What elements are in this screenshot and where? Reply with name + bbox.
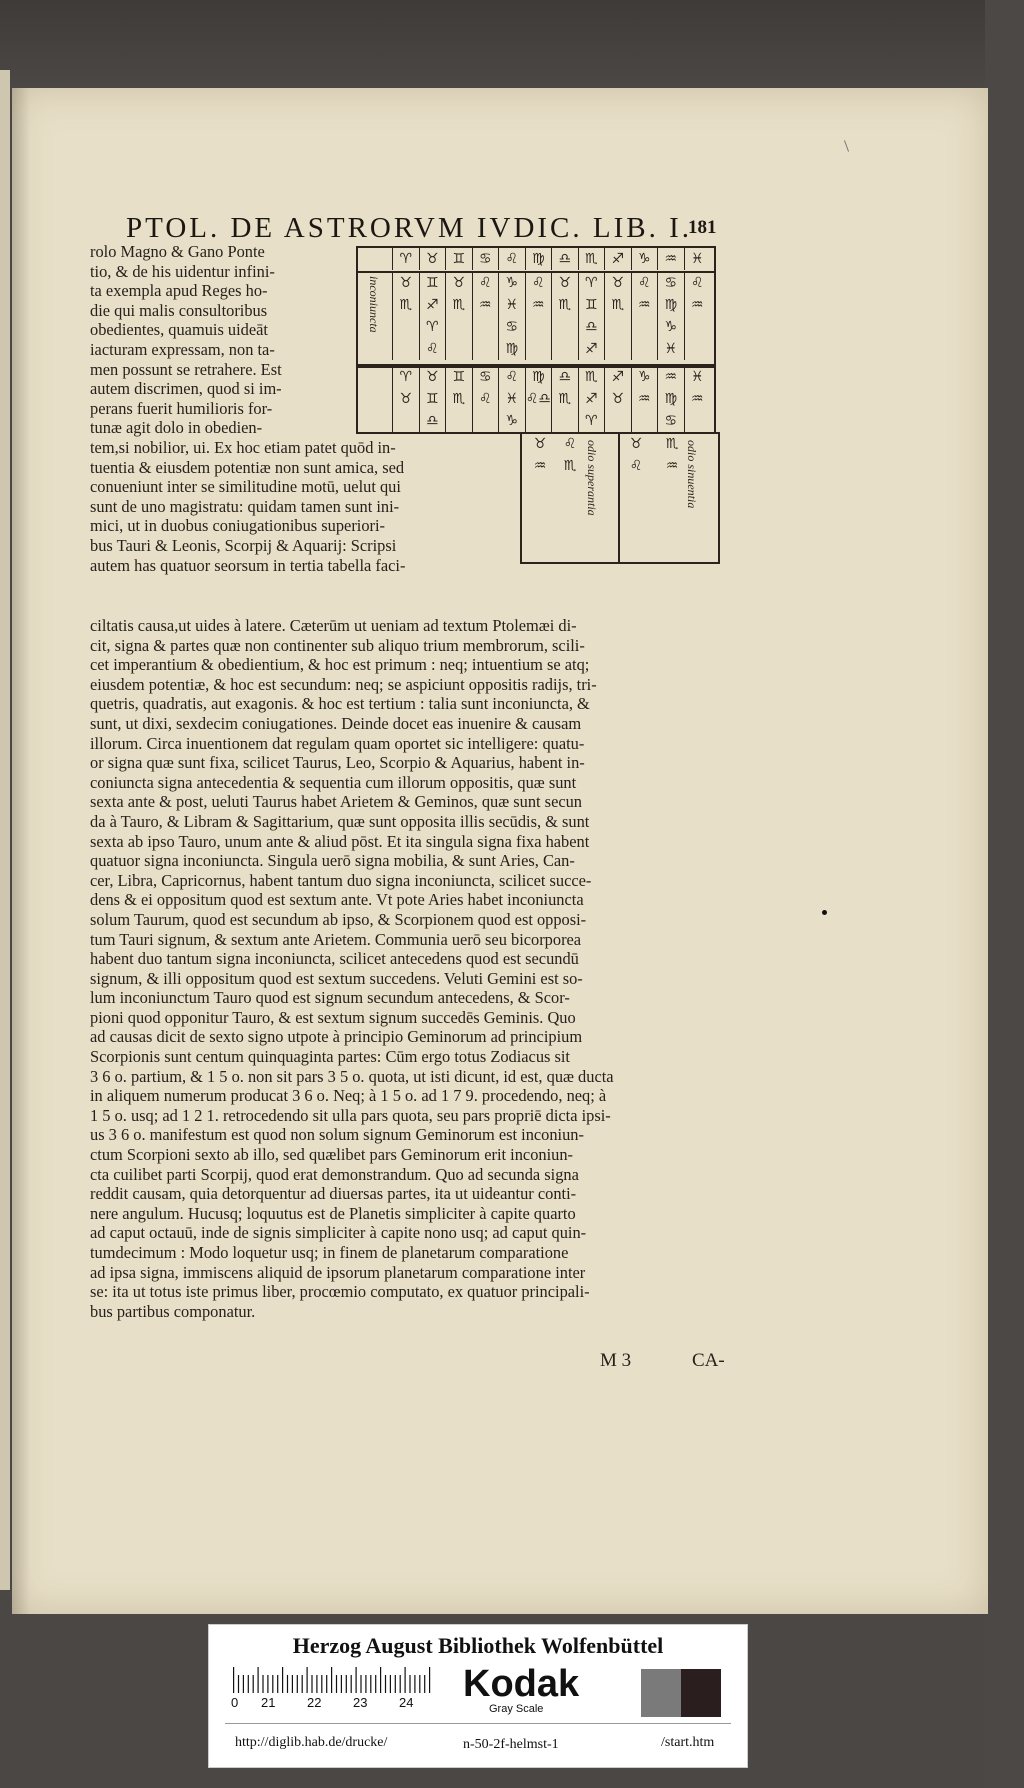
table-cell: ♏ <box>551 388 578 410</box>
body-text-line: solum Taurum, quod est secundum ab ipso, & Scorpionem quod est opposi- <box>90 909 587 929</box>
ruler-number: 21 <box>261 1695 276 1710</box>
ink-spot <box>822 910 827 915</box>
table-cell: ♑ <box>631 366 658 388</box>
body-text-line: us 3 6 o. manifestum est quod non solum signum Geminorum est inconiun- <box>90 1125 584 1145</box>
table-cell: ♓ <box>498 388 525 410</box>
table-cell: ♏ <box>578 248 605 270</box>
ruler-tick <box>267 1675 268 1693</box>
ruler-tick <box>238 1675 239 1693</box>
document-identifier: n-50-2f-helmst-1 <box>463 1737 559 1752</box>
table-side-label: odio sinuentia <box>685 440 699 509</box>
table-cell: ♌ <box>472 272 499 294</box>
table-cell <box>392 338 419 360</box>
running-title: PTOL. DE ASTRORVM IVDIC. LIB. I. <box>126 212 693 244</box>
body-text-line: signum, & illi oppositum quod est sextum succedens. Veluti Gemini est so- <box>90 968 583 988</box>
signature-mark: M 3 <box>600 1350 632 1371</box>
table-cell <box>631 338 658 360</box>
left-column-line: men possunt se retrahere. Est <box>90 359 282 379</box>
table-cell: ♓ <box>498 294 525 316</box>
ruler-tick <box>331 1667 332 1693</box>
body-text-line: se: ita ut totus iste primus liber, procœmio computato, ex quatuor principali- <box>90 1282 590 1302</box>
table-cell: ♒ <box>684 294 711 316</box>
table-cell: ♊ <box>419 388 446 410</box>
table-cell: ♊ <box>578 294 605 316</box>
table-cell <box>392 316 419 338</box>
ruler-tick <box>262 1675 263 1693</box>
table-cell: ♌ <box>631 272 658 294</box>
left-column-line: obedientes, quamuis uideāt <box>90 320 268 340</box>
table-cell <box>631 410 658 432</box>
table-cell: ♏ <box>445 294 472 316</box>
ruler-tick <box>375 1675 376 1693</box>
ruler-tick <box>307 1667 308 1693</box>
table-cell: ♈ <box>578 410 605 432</box>
ruler-tick <box>233 1667 234 1693</box>
gray-scale-label: Gray Scale <box>489 1703 544 1715</box>
ruler-tick <box>424 1675 425 1693</box>
table-cell <box>604 410 631 432</box>
table-cell: ♏ <box>563 458 577 474</box>
scan-background-right <box>985 0 1024 1788</box>
ruler-tick <box>316 1675 317 1693</box>
body-text-line: sexta ante & post, ueluti Taurus habet Arietem & Geminos, quæ sunt secun <box>90 792 583 812</box>
table-cell <box>392 410 419 432</box>
ruler-tick <box>297 1675 298 1693</box>
page-edge <box>0 70 10 1590</box>
table-cell: ♋ <box>472 366 499 388</box>
table-cell <box>472 338 499 360</box>
table-cell: ♓ <box>684 366 711 388</box>
third-table <box>520 432 720 564</box>
body-text-line: cit, signa & partes quæ non continenter sub aliquo trium membrorum, scili- <box>90 635 585 655</box>
table-cell <box>684 410 711 432</box>
body-text-line: ad causas dicit de sexto signo utpote à principio Geminorum ad principium <box>90 1027 583 1047</box>
table-cell <box>445 316 472 338</box>
body-text-line: pioni quod opponitur Tauro, & est sextum signum succedēs Geminis. Quo <box>90 1007 576 1027</box>
table-cell: ♋ <box>657 272 684 294</box>
left-column-line: perans fuerit humilioris for- <box>90 398 273 418</box>
table-cell <box>445 338 472 360</box>
ruler-number: 24 <box>399 1695 414 1710</box>
table-cell: ♊ <box>445 248 472 270</box>
table-cell: ♐ <box>578 338 605 360</box>
ruler-tick <box>356 1667 357 1693</box>
table-cell: ♋ <box>498 316 525 338</box>
left-column-line: tio, & de his uidentur infini- <box>90 261 275 281</box>
table-cell: ♉ <box>392 272 419 294</box>
table-rule <box>358 271 714 273</box>
table-cell: ♎ <box>419 410 446 432</box>
ruler-tick <box>336 1675 337 1693</box>
table-cell: ♌ <box>498 248 525 270</box>
ruler-tick <box>400 1675 401 1693</box>
ruler-tick <box>287 1675 288 1693</box>
ruler-tick <box>302 1675 303 1693</box>
table-cell: ♈ <box>392 366 419 388</box>
table-cell: ♈ <box>419 316 446 338</box>
table-cell: ♑ <box>631 248 658 270</box>
table-cell <box>525 316 552 338</box>
ruler-tick <box>419 1675 420 1693</box>
table-cell: ♐ <box>604 366 631 388</box>
table-cell <box>684 338 711 360</box>
page-number: 181 <box>688 217 717 238</box>
left-column-line: tunæ agit dolo in obedien- <box>90 418 263 438</box>
ruler-tick <box>380 1667 381 1693</box>
body-text-line: lum inconiunctum Tauro quod est signum secundum antecedens, & Scor- <box>90 988 570 1008</box>
table-cell: ♐ <box>578 388 605 410</box>
table-cell: ♒ <box>657 248 684 270</box>
ruler-tick <box>360 1675 361 1693</box>
ruler-tick <box>414 1675 415 1693</box>
ruler-tick <box>395 1675 396 1693</box>
ruler-tick <box>385 1675 386 1693</box>
body-text-line: sunt, ut dixi, sexdecim coniugationes. Deinde docet eas inuenire & causam <box>90 713 582 733</box>
table-cell: ♏ <box>578 366 605 388</box>
table-cell: ♓ <box>684 248 711 270</box>
table-cell: ♉ <box>551 272 578 294</box>
page-gutter-shadow <box>12 88 30 1614</box>
table-cell: ♍ <box>657 388 684 410</box>
ruler-tick <box>370 1675 371 1693</box>
body-text-line: ad caput octauū, inde de signis simpliciter à capite nono usq; ad caput quin- <box>90 1223 587 1243</box>
gray-swatch <box>641 1669 681 1717</box>
table-cell: ♉ <box>604 272 631 294</box>
left-column-line: iacturam expressam, non ta- <box>90 339 275 359</box>
body-text-line: quetris, quadratis, aut exagonis. & hoc est tertium : talia sunt inconiuncta, & <box>90 694 590 714</box>
table-cell: ♉ <box>445 272 472 294</box>
table-cell: ♈ <box>392 248 419 270</box>
middle-text <box>90 438 520 575</box>
library-name: Herzog August Bibliothek Wolfenbüttel <box>292 1633 664 1658</box>
left-column-text <box>90 242 350 438</box>
table-rule <box>618 434 620 562</box>
ruler-tick <box>248 1675 249 1693</box>
ruler-tick <box>243 1675 244 1693</box>
table-cell: ♉ <box>533 436 547 452</box>
table-cell: ♍ <box>525 366 552 388</box>
left-column-line: ta exempla apud Reges ho- <box>90 281 268 301</box>
middle-text-line: conueniunt inter se similitudine motū, uelut qui <box>90 477 401 497</box>
ruler-tick <box>326 1675 327 1693</box>
body-text-line: tum Tauri signum, & sextum ante Arietem. Communia uerō seu bicorporea <box>90 929 582 949</box>
table-cell: ♒ <box>684 388 711 410</box>
ruler-tick <box>341 1675 342 1693</box>
table-cell: ♎ <box>551 366 578 388</box>
table-side-label: odio superantia <box>585 440 599 516</box>
ruler-number: 22 <box>307 1695 322 1710</box>
table-cell: ♍ <box>498 338 525 360</box>
ruler-tick <box>390 1675 391 1693</box>
ruler-number: 0 <box>231 1695 239 1710</box>
table-cell <box>551 338 578 360</box>
table-cell: ♒ <box>665 458 679 474</box>
table-cell: ♉ <box>392 388 419 410</box>
body-text-line: cet imperantium & obedientium, & hoc est primum : neq; intuentium se atq; <box>90 655 590 675</box>
body-text-line: reddit causam, quia detorquentur ad diuersas partes, ita ut uideantur conti- <box>90 1184 577 1204</box>
table-cell: ♌ <box>419 338 446 360</box>
table-cell: ♌♎ <box>525 388 552 410</box>
table-cell: ♎ <box>551 248 578 270</box>
table-cell <box>472 316 499 338</box>
body-text-line: bus partibus componatur. <box>90 1301 256 1321</box>
table-cell: ♒ <box>525 294 552 316</box>
table-cell: ♊ <box>445 366 472 388</box>
ruler-tick <box>311 1675 312 1693</box>
left-column-line: rolo Magno & Gano Ponte <box>90 242 265 261</box>
left-column-line: autem discrimen, quod si im- <box>90 379 282 399</box>
left-column-line: die qui malis consultoribus <box>90 300 268 320</box>
table-cell: ♈ <box>578 272 605 294</box>
middle-text-line: autem has quatuor seorsum in tertia tabella faci- <box>90 555 406 575</box>
dark-swatch <box>681 1669 721 1717</box>
table-cell: ♏ <box>551 294 578 316</box>
library-card <box>208 1624 748 1768</box>
ruler-tick <box>253 1675 254 1693</box>
table-cell: ♉ <box>419 248 446 270</box>
table-cell <box>551 410 578 432</box>
table-cell: ♑ <box>657 316 684 338</box>
table-cell <box>445 410 472 432</box>
body-text-line: quatuor signa inconiuncta. Singula uerō signa mobilia, & sunt Aries, Can- <box>90 851 575 871</box>
table-cell: ♌ <box>563 436 577 452</box>
start-page-link: /start.htm <box>661 1735 715 1750</box>
ruler-tick <box>429 1667 430 1693</box>
table-cell: ♌ <box>684 272 711 294</box>
ruler-tick <box>346 1675 347 1693</box>
table-cell: ♉ <box>604 388 631 410</box>
table-cell <box>631 316 658 338</box>
table-cell <box>604 338 631 360</box>
table-cell <box>525 410 552 432</box>
middle-text-line: sunt de uno magistratu: quidam tamen sunt ini- <box>90 496 400 516</box>
ruler-tick <box>405 1667 406 1693</box>
body-text-line: tumdecimum : Modo loquetur usq; in finem de planetarum comparatione <box>90 1243 569 1262</box>
body-text-line: cta cuilibet parti Scorpij, quod erat demonstrandum. Quo ad secunda signa <box>90 1164 579 1184</box>
body-text-line: dens & ei oppositum quod est sextum ante. Vt pote Aries habet inconiuncta <box>90 890 584 910</box>
card-divider <box>225 1723 731 1724</box>
table-cell <box>551 316 578 338</box>
middle-text-line: tem,si nobilior, ui. Ex hoc etiam patet quōd in- <box>90 438 396 457</box>
table-cell: ♊ <box>419 272 446 294</box>
kodak-logo: Kodak <box>463 1663 580 1705</box>
body-text-line: habent duo tantum signa inconiuncta, scilicet antecedens quod est secundū <box>90 949 579 969</box>
table-cell: ♓ <box>657 338 684 360</box>
middle-text-line: mici, ut in duobus coniugationibus superiori- <box>90 516 385 536</box>
table-cell: ♐ <box>419 294 446 316</box>
body-text-line: or signa quæ sunt fixa, scilicet Taurus, Leo, Scorpio & Aquarius, habent in- <box>90 753 585 773</box>
inconiuncta-table <box>356 246 716 368</box>
table-cell: ♒ <box>631 388 658 410</box>
body-text-line: sexta ab ipso Tauro, unum ante & aliud pōst. Et ita singula signa fixa habent <box>90 831 590 851</box>
table-cell: ♍ <box>657 294 684 316</box>
ruler-tick <box>282 1667 283 1693</box>
table-cell <box>684 316 711 338</box>
table-cell <box>472 410 499 432</box>
body-text-line: illorum. Circa inuentionem dat regulam quam oportet sic intelligere: quatu- <box>90 733 585 753</box>
table-cell: ♉ <box>419 366 446 388</box>
body-text-line: ctum Scorpioni sexto ab illo, sed quælibet pars Geminorum erit inconiun- <box>90 1145 573 1165</box>
library-url: http://diglib.hab.de/drucke/ <box>235 1735 388 1750</box>
body-text <box>90 616 740 1321</box>
second-table <box>356 364 716 434</box>
table-cell: ♌ <box>629 458 643 474</box>
ruler-scale <box>231 1667 431 1693</box>
table-cell: ♑ <box>498 272 525 294</box>
body-text-line: coniuncta signa antecedentia & sequentia cum illorum oppositis, quæ sunt <box>90 772 577 792</box>
ruler-tick <box>365 1675 366 1693</box>
table-cell: ♌ <box>525 272 552 294</box>
ruler-number: 23 <box>353 1695 368 1710</box>
table-cell: ♑ <box>498 410 525 432</box>
table-cell: ♒ <box>657 366 684 388</box>
body-text-line: Scorpionis sunt centum quinquaginta partes: Cūm ergo totus Zodiacus sit <box>90 1047 570 1067</box>
table-side-label: inconiuncta <box>367 276 381 333</box>
table-cell: ♒ <box>533 458 547 474</box>
table-cell: ♌ <box>472 388 499 410</box>
table-cell: ♒ <box>472 294 499 316</box>
table-cell: ♉ <box>629 436 643 452</box>
body-text-line: ciltatis causa,ut uides à latere. Cæterūm ut ueniam ad textum Ptolemæi di- <box>90 616 577 635</box>
table-cell: ♍ <box>525 248 552 270</box>
ruler-tick <box>272 1675 273 1693</box>
table-cell: ♏ <box>445 388 472 410</box>
ruler-tick <box>258 1667 259 1693</box>
ruler-tick <box>292 1675 293 1693</box>
table-cell: ♎ <box>578 316 605 338</box>
table-cell: ♏ <box>665 436 679 452</box>
body-text-line: 3 6 o. partium, & 1 5 o. non sit pars 3 5 o. quota, ut isti dicunt, id est, quæ ducta <box>90 1066 614 1086</box>
table-cell: ♒ <box>631 294 658 316</box>
ruler-tick <box>277 1675 278 1693</box>
middle-text-line: tuentia & eiusdem potentiæ non sunt amica, sed <box>90 457 405 477</box>
table-cell: ♌ <box>498 366 525 388</box>
table-cell: ♐ <box>604 248 631 270</box>
scan-background-top <box>0 0 1024 100</box>
catchword: CA- <box>692 1350 725 1371</box>
ruler-tick <box>321 1675 322 1693</box>
body-text-line: 1 5 o. usq; ad 1 2 1. retrocedendo sit ulla pars quota, seu pars propriē dicta ipsi- <box>90 1105 611 1125</box>
middle-text-line: bus Tauri & Leonis, Scorpij & Aquarij: Scripsi <box>90 535 397 555</box>
table-cell: ♏ <box>392 294 419 316</box>
body-text-line: nere angulum. Hucusq; loquutus est de Planetis simpliciter à capite quarto <box>90 1203 576 1223</box>
body-text-line: cer, Libra, Capricornus, habent tantum duo signa inconiuncta, scilicet succe- <box>90 870 592 890</box>
table-cell: ♋ <box>472 248 499 270</box>
table-cell: ♋ <box>657 410 684 432</box>
body-text-line: ad ipsa signa, immiscens aliquid de ipsorum planetarum comparatione inter <box>90 1262 586 1282</box>
ruler-tick <box>409 1675 410 1693</box>
body-text-line: in aliquem numerum producat 3 6 o. Neq; à 1 5 o. ad 1 7 9. procedendo, neq; à <box>90 1086 607 1106</box>
ruler-tick <box>351 1675 352 1693</box>
body-text-line: da à Tauro, & Libram & Sagittarium, quæ sunt opposita illis secūdis, & sunt <box>90 811 590 831</box>
table-cell <box>604 316 631 338</box>
table-cell: ♏ <box>604 294 631 316</box>
table-cell <box>525 338 552 360</box>
body-text-line: eiusdem potentiæ, & hoc est secundum: neq; se aspiciunt oppositis radijs, tri- <box>90 674 597 694</box>
